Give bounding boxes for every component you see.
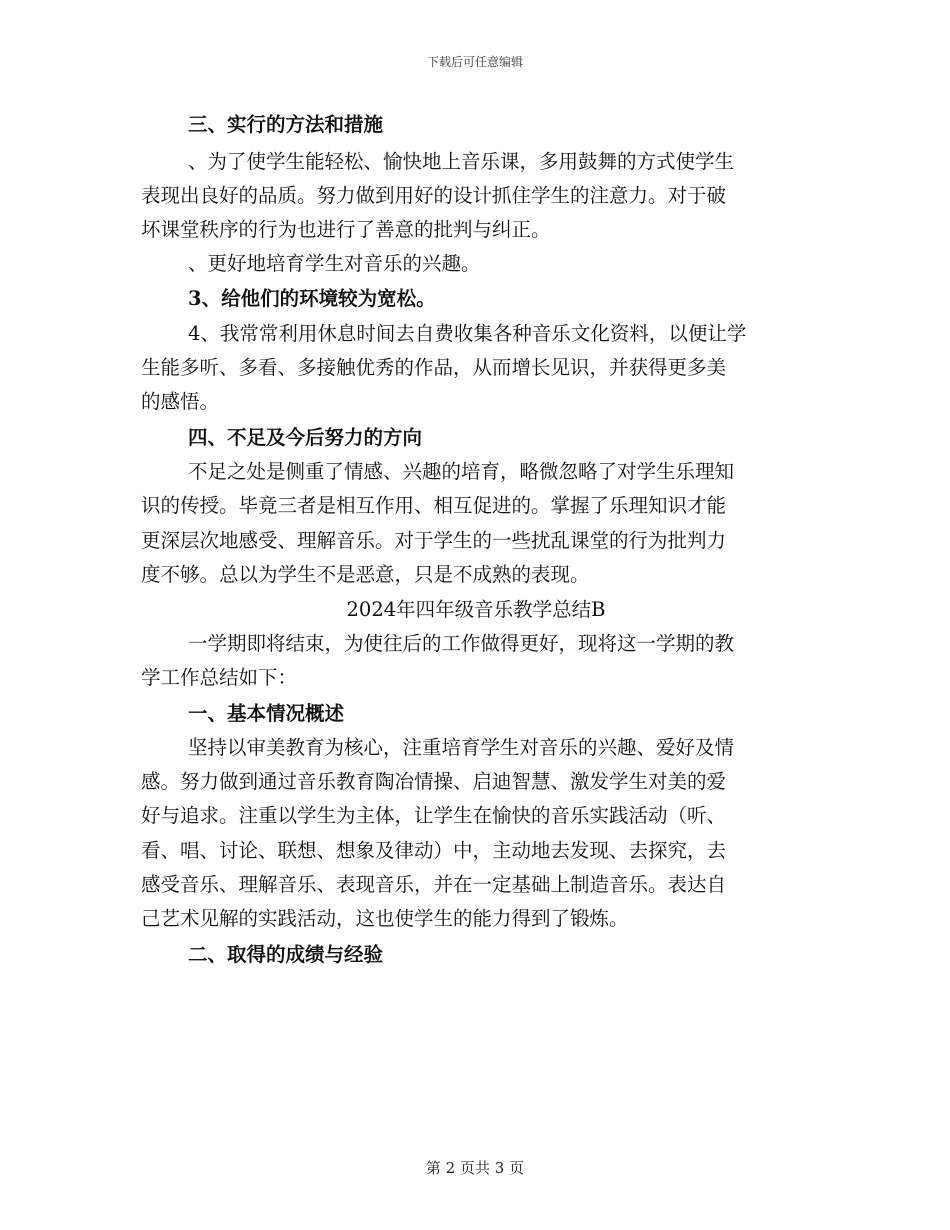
text-line: 好与追求。注重以学生为主体，让学生在愉快的音乐实践活动（听、 xyxy=(141,804,727,827)
document-title: 2024年四年级音乐教学总结B xyxy=(346,598,606,621)
text-line: 己艺术见解的实践活动，这也使学生的能力得到了锻炼。 xyxy=(141,907,629,930)
text-line: 表现出良好的品质。努力做到用好的设计抓住学生的注意力。对于破 xyxy=(141,184,727,207)
text-line: 更深层次地感受、理解音乐。对于学生的一些扰乱课堂的行为批判力 xyxy=(141,529,727,552)
section-heading: 四、不足及今后努力的方向 xyxy=(188,426,423,449)
text-line: 感受音乐、理解音乐、表现音乐，并在一定基础上制造音乐。表达自 xyxy=(141,873,727,896)
text-line: 学工作总结如下： xyxy=(141,666,298,689)
text-line: 识的传授。毕竟三者是相互作用、相互促进的。掌握了乐理知识才能 xyxy=(141,494,727,517)
text-line: 4、我常常利用休息时间去自费收集各种音乐文化资料，以便让学 xyxy=(188,322,747,345)
section-heading: 3、给他们的环境较为宽松。 xyxy=(188,287,436,310)
text-line: 看、唱、讨论、联想、想象及律动）中，主动地去发现、去探究，去 xyxy=(141,839,727,862)
text-line: 坚持以审美教育为核心，注重培育学生对音乐的兴趣、爱好及情 xyxy=(188,736,735,759)
text-line: 一学期即将结束，为使往后的工作做得更好，现将这一学期的教 xyxy=(188,632,735,655)
section-heading: 一、基本情况概述 xyxy=(188,702,345,725)
section-heading: 三、实行的方法和措施 xyxy=(188,113,384,136)
text-line: 生能多听、多看、多接触优秀的作品，从而增长见识，并获得更多美 xyxy=(141,356,727,379)
text-line: 不足之处是侧重了情感、兴趣的培育，略微忽略了对学生乐理知 xyxy=(188,460,735,483)
text-line: 感。努力做到通过音乐教育陶冶情操、启迪智慧、激发学生对美的爱 xyxy=(141,770,727,793)
section-heading: 二、取得的成绩与经验 xyxy=(188,943,384,966)
text-line: 的感悟。 xyxy=(141,390,220,413)
text-line: 、为了使学生能轻松、愉快地上音乐课，多用鼓舞的方式使学生 xyxy=(188,150,735,173)
text-line: 坏课堂秩序的行为也进行了善意的批判与纠正。 xyxy=(141,218,551,241)
page-footer: 第 2 页共 3 页 xyxy=(425,1159,525,1177)
text-line: 、更好地培育学生对音乐的兴趣。 xyxy=(188,252,481,275)
page-header: 下载后可任意编辑 xyxy=(426,55,523,69)
text-line: 度不够。总以为学生不是恶意，只是不成熟的表现。 xyxy=(141,563,590,586)
